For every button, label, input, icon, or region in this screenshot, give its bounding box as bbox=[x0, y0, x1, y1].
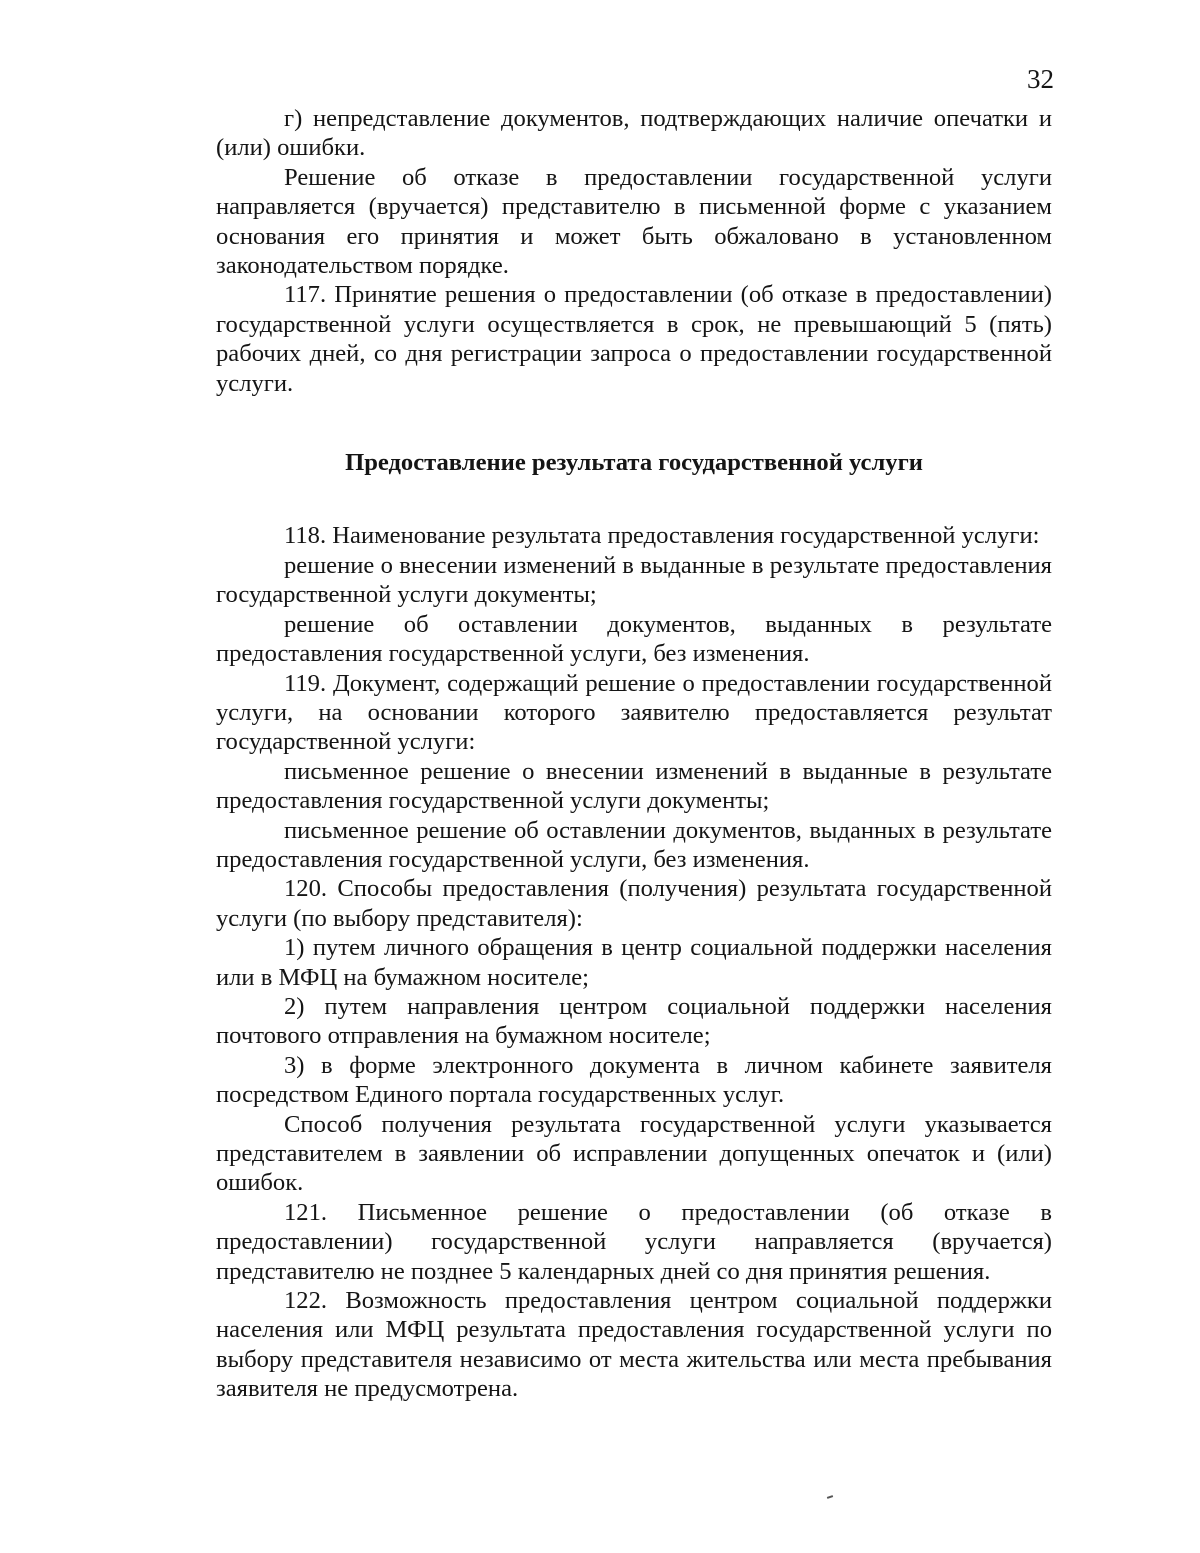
paragraph-117: 117. Принятие решения о предоставлении (об отказе в предоставлении) государственной услуги осуществляется в срок, не превышающий 5 (пять) рабочих дней, со дня регистрации запроса о предоставлении государственной услуги. bbox=[216, 281, 1052, 397]
paragraph-118: 118. Наименование результата предоставления государственной услуги: bbox=[284, 522, 1040, 550]
paragraph-118-result-1: решение о внесении изменений в выданные в результате предоставления государственной услуги документы; bbox=[216, 551, 1052, 609]
paragraph-g-clause: г) непредставление документов, подтверждающих наличие опечатки и (или) ошибки. bbox=[216, 105, 1052, 162]
paragraph-122: 122. Возможность предоставления центром социальной поддержки населения или МФЦ результата предоставления государственной услуги по выбору представителя независимо от места жительства или места пребывания заявителя не предусмотрена. bbox=[216, 1287, 1052, 1403]
paragraph-119-document-2: письменное решение об оставлении документов, выданных в результате предоставления государственной услуги, без изменения. bbox=[216, 816, 1052, 873]
page-number: 32 bbox=[1027, 64, 1054, 94]
paragraph-refusal-decision: Решение об отказе в предоставлении государственной услуги направляется (вручается) представителю в письменной форме с указанием основания его принятия и может быть обжаловано в установленном законодательством порядке. bbox=[216, 163, 1052, 280]
paragraph-121: 121. Письменное решение о предоставлении (об отказе в предоставлении) государственной услуги направляется (вручается) представителю не позднее 5 календарных дней со дня принятия решения. bbox=[216, 1198, 1052, 1285]
scan-mark bbox=[827, 1495, 833, 1499]
paragraph-118-result-2: решение об оставлении документов, выданных в результате предоставления государственной услуги, без изменения. bbox=[216, 610, 1052, 668]
paragraph-120-method-2: 2) путем направления центром социальной поддержки населения почтового отправления на бумажном носителе; bbox=[216, 992, 1052, 1050]
paragraph-120-method-1: 1) путем личного обращения в центр социальной поддержки населения или в МФЦ на бумажном носителе; bbox=[216, 934, 1052, 991]
document-body bbox=[216, 104, 1052, 1404]
paragraph-120: 120. Способы предоставления (получения) результата государственной услуги (по выбору представителя): bbox=[216, 875, 1052, 932]
section-heading: Предоставление результата государственной услуги bbox=[345, 449, 923, 477]
paragraph-120-method-3: 3) в форме электронного документа в личном кабинете заявителя посредством Единого портала государственных услуг. bbox=[216, 1051, 1052, 1109]
paragraph-result-method-note: Способ получения результата государственной услуги указывается представителем в заявлении об исправлении допущенных опечаток и (или) ошибок. bbox=[216, 1110, 1052, 1197]
paragraph-119: 119. Документ, содержащий решение о предоставлении государственной услуги, на основании которого заявителю предоставляется результат государственной услуги: bbox=[216, 669, 1052, 756]
paragraph-119-document-1: письменное решение о внесении изменений в выданные в результате предоставления государственной услуги документы; bbox=[216, 757, 1052, 815]
